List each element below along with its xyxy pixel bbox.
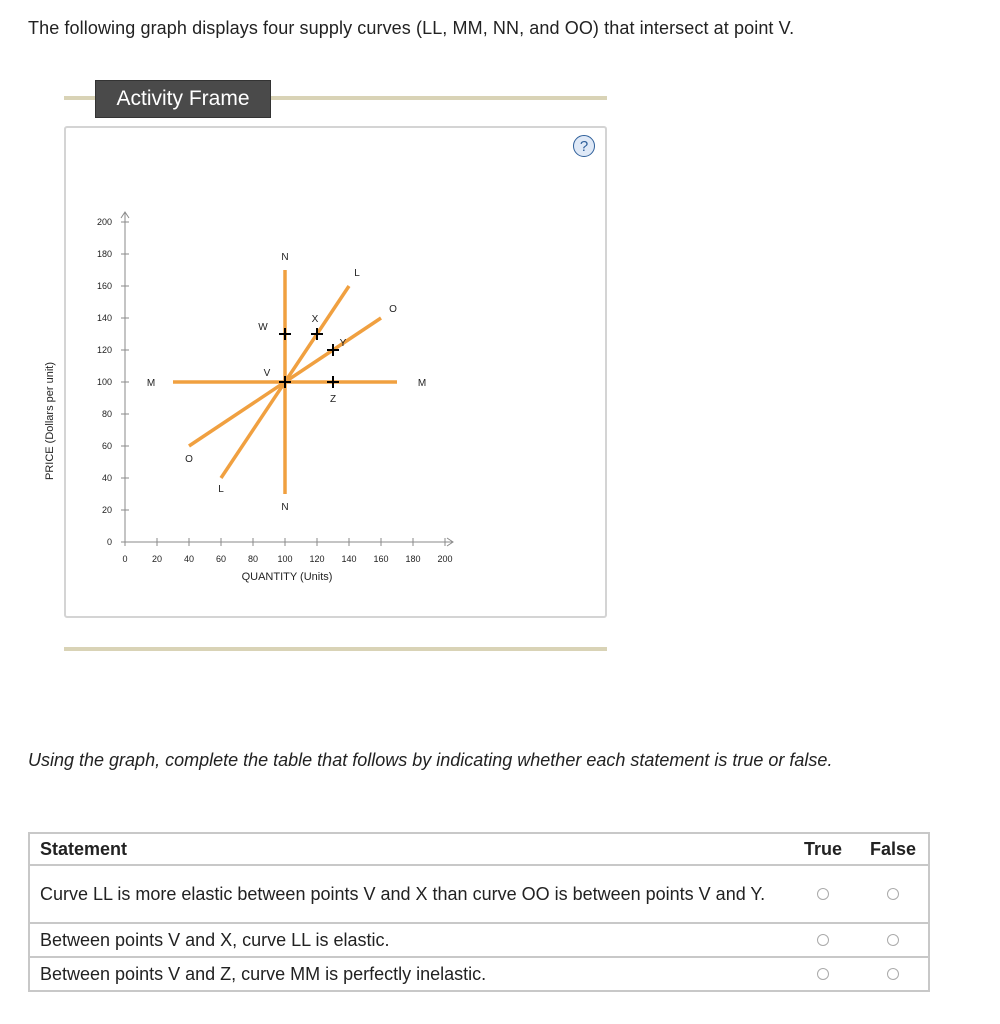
row3-true-radio[interactable]: [817, 968, 829, 980]
false-header: False: [858, 833, 929, 865]
row2-true-radio-cell: [788, 923, 858, 957]
y-tick-label: 160: [96, 281, 112, 291]
curve-end-label-nn: N: [281, 502, 289, 513]
curve-end-label-ll: L: [354, 268, 360, 279]
curve-end-label-mm: M: [417, 378, 427, 389]
table-header-row: [29, 833, 929, 865]
statement-table: [28, 832, 930, 992]
row1-true-radio-cell: [788, 865, 858, 923]
x-tick-label: 120: [309, 554, 325, 564]
table-row: [29, 865, 929, 923]
y-tick-label: 120: [96, 345, 112, 355]
y-tick-label: 180: [96, 249, 112, 259]
curve-end-label-oo: O: [389, 304, 397, 315]
statement-cell: Curve LL is more elastic between points V and X than curve OO is between points V and Y.: [29, 865, 788, 923]
x-tick-label: 20: [151, 554, 163, 564]
x-axis-label: QUANTITY (Units): [241, 571, 333, 583]
x-tick-label: 40: [183, 554, 195, 564]
y-tick-label: 200: [96, 217, 112, 227]
curve-end-label-ll: L: [218, 484, 224, 495]
activity-frame-title: Activity Frame: [95, 80, 271, 118]
row2-true-radio[interactable]: [817, 934, 829, 946]
y-tick-label: 140: [96, 313, 112, 323]
row1-false-radio[interactable]: [887, 888, 899, 900]
y-axis-label: PRICE (Dollars per unit): [44, 362, 56, 480]
point-label-y: Y: [339, 338, 347, 349]
x-tick-label: 140: [341, 554, 357, 564]
instructions-text: Using the graph, complete the table that follows by indicating whether each statement is true or false.: [28, 750, 833, 770]
point-label-x: X: [311, 314, 319, 325]
row2-false-radio-cell: [858, 923, 929, 957]
y-tick-label: 20: [101, 505, 112, 515]
point-label-w: W: [258, 322, 268, 333]
statement-cell: Between points V and X, curve LL is elastic.: [29, 923, 788, 957]
row3-true-radio-cell: [788, 957, 858, 991]
row3-false-radio-cell: [858, 957, 929, 991]
table-row: [29, 957, 929, 991]
point-label-v: V: [263, 368, 271, 379]
curve-end-label-mm: M: [146, 378, 156, 389]
help-icon[interactable]: ?: [573, 135, 595, 157]
x-tick-label: 160: [373, 554, 389, 564]
y-tick-label: 0: [106, 537, 112, 547]
x-tick-label: 80: [247, 554, 259, 564]
curve-end-label-oo: O: [185, 454, 193, 465]
x-tick-label: 200: [437, 554, 453, 564]
frame-bottom-divider: [64, 647, 607, 651]
table-row: [29, 923, 929, 957]
row1-true-radio[interactable]: [817, 888, 829, 900]
point-marker-w: [279, 328, 291, 340]
row2-false-radio[interactable]: [887, 934, 899, 946]
y-tick-label: 80: [101, 409, 112, 419]
intro-text: The following graph displays four supply curves (LL, MM, NN, and OO) that intersect at point V.: [28, 18, 795, 38]
x-tick-label: 100: [277, 554, 293, 564]
row3-false-radio[interactable]: [887, 968, 899, 980]
statement-header: Statement: [29, 833, 788, 865]
y-tick-label: 60: [101, 441, 112, 451]
statement-cell: Between points V and Z, curve MM is perfectly inelastic.: [29, 957, 788, 991]
true-header: True: [788, 833, 858, 865]
row1-false-radio-cell: [858, 865, 929, 923]
x-tick-label: 60: [215, 554, 227, 564]
x-tick-label: 0: [122, 554, 128, 564]
y-tick-label: 40: [101, 473, 112, 483]
point-marker-z: [327, 376, 339, 388]
y-tick-label: 100: [96, 377, 112, 387]
curve-end-label-nn: N: [281, 252, 289, 263]
point-label-z: Z: [329, 394, 337, 405]
x-tick-label: 180: [405, 554, 421, 564]
